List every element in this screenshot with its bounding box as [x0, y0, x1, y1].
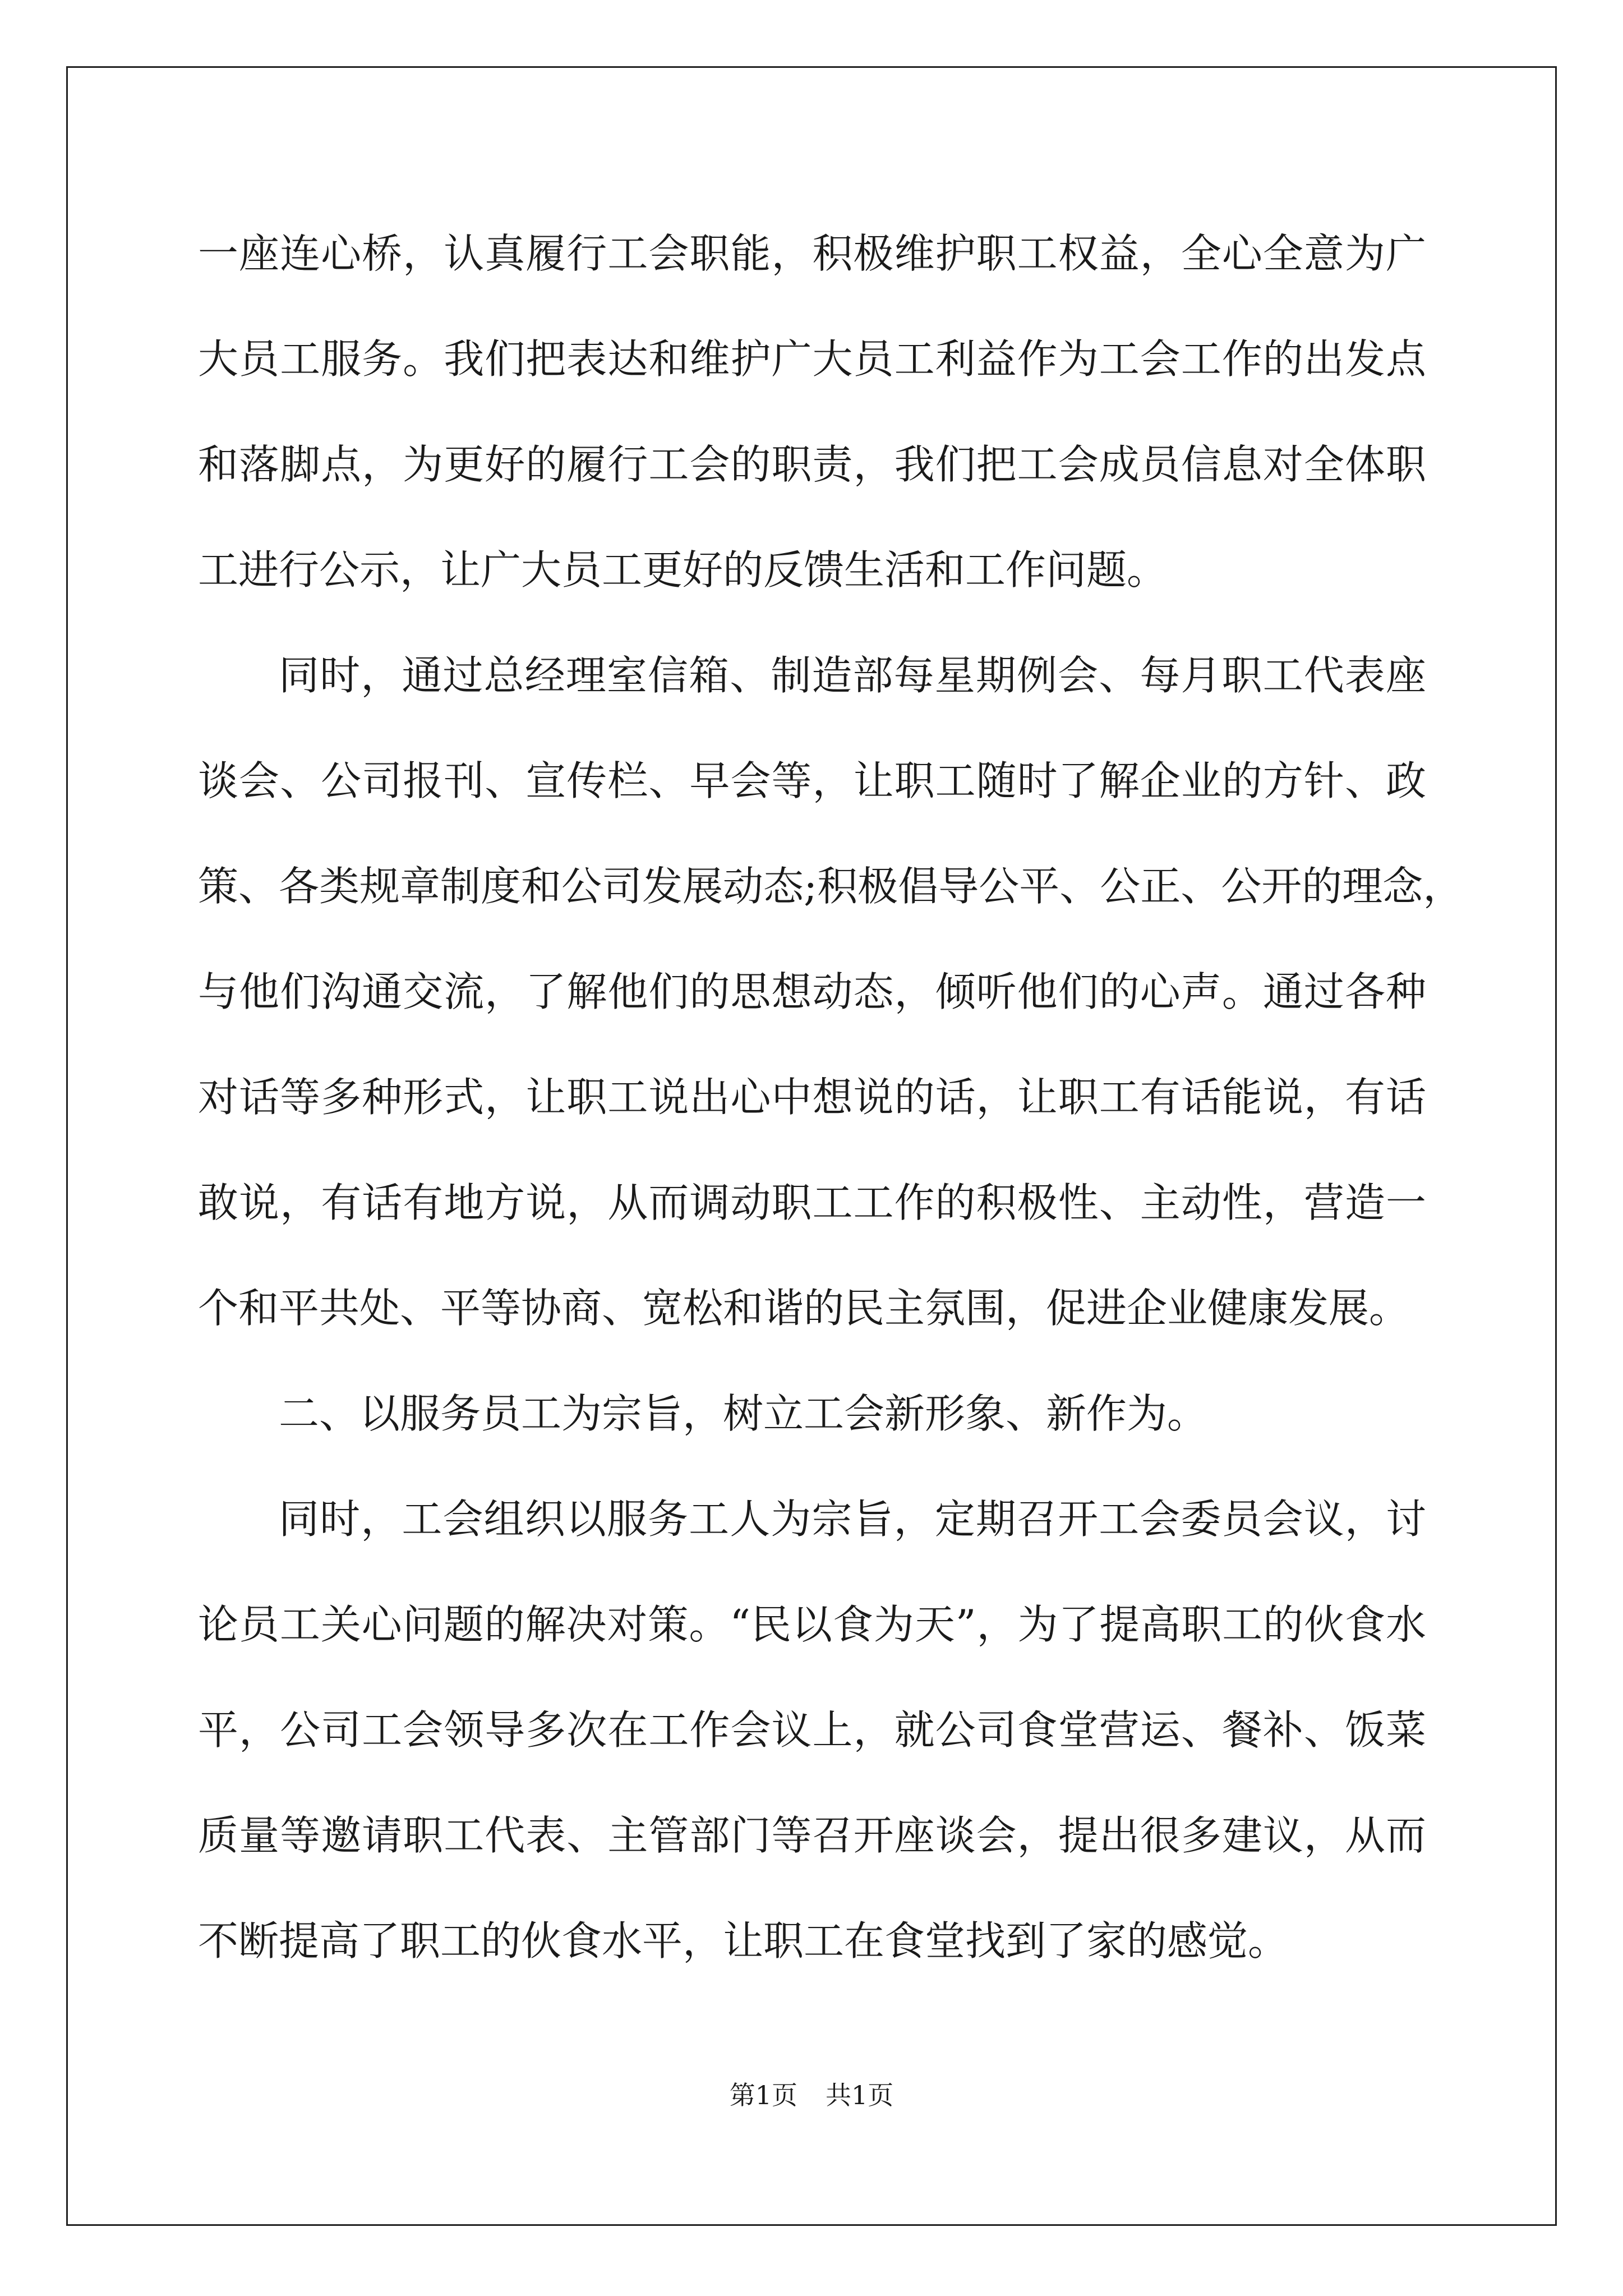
text-line: 谈会、公司报刊、宣传栏、早会等，让职工随时了解企业的方针、政: [198, 757, 1426, 804]
text-line: 与他们沟通交流，了解他们的思想动态，倾听他们的心声。通过各种: [198, 968, 1426, 1015]
text-line: 同时，工会组织以服务工人为宗旨，定期召开工会委员会议，讨: [279, 1496, 1426, 1543]
page-total: 共1页: [826, 2080, 894, 2110]
text-line: 个和平共处、平等协商、宽松和谐的民主氛围，促进企业健康发展。: [198, 1285, 1410, 1332]
page-number: 第1页: [729, 2080, 797, 2110]
text-line: 和落脚点，为更好的履行工会的职责，我们把工会成员信息对全体职: [198, 441, 1426, 488]
text-line: 工进行公示，让广大员工更好的反馈生活和工作问题。: [198, 546, 1168, 593]
text-line: 对话等多种形式，让职工说出心中想说的话，让职工有话能说，有话: [198, 1074, 1426, 1121]
text-line: 策、各类规章制度和公司发展动态;积极倡导公平、公正、公开的理念，: [198, 863, 1464, 910]
text-line: 论员工关心问题的解决对策。“民以食为天”，为了提高职工的伙食水: [198, 1601, 1426, 1648]
text-line: 不断提高了职工的伙食水平，让职工在食堂找到了家的感觉。: [198, 1917, 1289, 1964]
text-line: 一座连心桥，认真履行工会职能，积极维护职工权益，全心全意为广: [198, 230, 1426, 277]
text-line: 质量等邀请职工代表、主管部门等召开座谈会，提出很多建议，从而: [198, 1812, 1426, 1859]
text-line: 二、以服务员工为宗旨，树立工会新形象、新作为。: [279, 1390, 1208, 1437]
text-line: 平，公司工会领导多次在工作会议上，就公司食堂营运、餐补、饭菜: [198, 1706, 1426, 1754]
text-line: 大员工服务。我们把表达和维护广大员工利益作为工会工作的出发点: [198, 335, 1426, 383]
document-body: [198, 201, 1464, 1994]
text-line: 敢说，有话有地方说，从而调动职工工作的积极性、主动性，营造一: [198, 1179, 1426, 1226]
page-footer: [0, 2078, 1623, 2112]
text-line: 同时，通过总经理室信箱、制造部每星期例会、每月职工代表座: [279, 652, 1426, 699]
